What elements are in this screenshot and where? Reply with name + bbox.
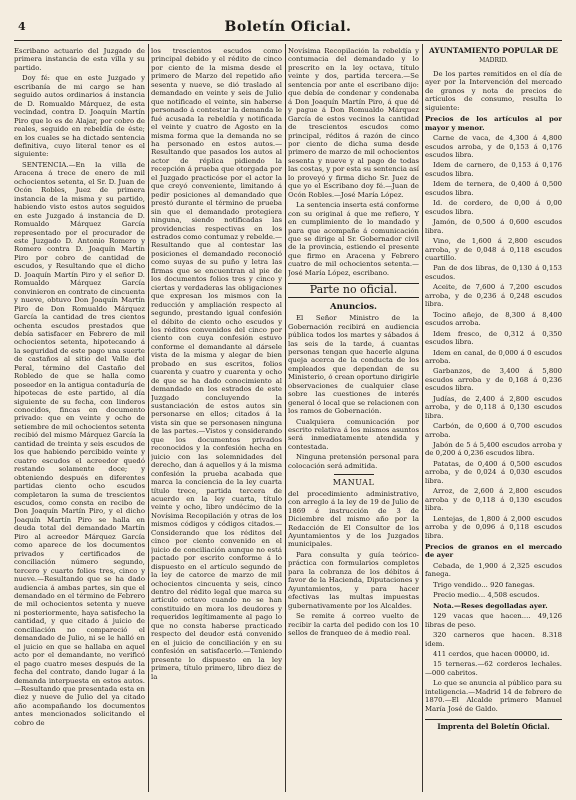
column-divider: [285, 44, 286, 792]
column-divider: [422, 44, 423, 792]
divider: [334, 474, 374, 475]
page-header: [14, 18, 562, 41]
column-3: [288, 47, 419, 791]
prices-heading: Precios de los artículos al por mayor y menor.: [425, 115, 562, 132]
page-number: 4: [18, 20, 26, 33]
grain-prices-heading: Precios de granos en el mercado de ayer: [425, 543, 562, 560]
price-line: Lentejas, de 1,800 á 2,000 escudos arroba y de 0,096 á 0,118 escudos libra.: [425, 514, 562, 540]
column-2: [151, 47, 282, 791]
price-line: Patatas, de 0,400 á 0,500 escudos arroba, y de 0,024 á 0,030 escudos libra.: [425, 459, 562, 485]
price-line: Cebada, de 1,900 á 2,325 escudos fanega.: [425, 561, 562, 579]
price-line: Jamón, de 0,500 á 0,600 escudos libra.: [425, 218, 562, 235]
paragraph: los trescientos escudos como principal debido y el rédito de cinco por ciento de la misma desde el primero de Marzo del repetido año sesenta y nueve, se dió traslado al demandado en veinte y seis de Julio que notificado el veinte, sin haberse personado á contestar la demanda le fué acusada la rebeldía y notificada el veinte y cuatro de Agosto en la misma forma que la demanda no se ha personado en estos autos.—Resultando que pasados los autos al actor de réplica pidiendo la recepción á prueba que otorgada por el Juzgado practicóse por el actor la que creyó conveniente, limitando á pedir posiciones al demandado que prestó durante el término de prueba sin que el demandado protegiera ninguna, siendo notificadas las providencias respectivas en los estrados como contumaz y rebelde.—Resultando que al contestar las posiciones el demandado reconoció como suyas de su puño y letra las firmas que se encuentran al pie de los documentos folios tres y cinco y ciertas y verdaderas las obligaciones que expresan los mismos con la reducción y ampliación respecto al segundo, prestando igual confesión el débito de ciento ocho escudos y los réditos convenidos del cinco por ciento con cuya confesión estuvo conforme el demandante al dársele vista de la misma y alegar de bien probado en sus escritos, folios cuarenta y cuatro y cuarenta y ocho de que se ha dado conocimiento al demandado en los estrados de este Juzgado concluyendo la sustanciación de estos autos sin personarse en ellos; citados á la vista sin que se personasen ninguna de las partes.—Vistos y considerando que los documentos privados reconocidos y la confesión hecha en juicio con las solemnidades del derecho, dan á aquellos y á la misma confesión la prueba acabada que marca la conciencia de la ley cuarta título trece, partida tercera de acuerdo en la ley cuarta, título veinte y ocho, libro undécimo de la Novísima Recopilación y otras de los mismos códigos y códigos citados.—Considerando que los réditos del cinco por ciento convenido en el juicio de conciliación aunque no está pactado por escrito conforme á lo dispuesto en el artículo segundo de la ley de catorce de marzo de mil ochocientos cincuenta y seis, cinco dentro del rédito legal que marca su artículo octavo cuando no se han constituido en mora los deudores y requeridos legítimamente al pago lo que no consta haberse practicado respecto del deudor está convenido en el juicio de conciliación y en su confesión en satisfacerlo.—Teniendo presente lo dispuesto en la ley primera, título primero, libro diez de la: [151, 47, 282, 681]
column-divider: [148, 44, 149, 792]
price-line: Garbanzos, de 3,400 á 5,800 escudos arroba y de 0,168 á 0,236 escudos libra.: [425, 367, 562, 393]
paragraph: SENTENCIA.—En la villa de Aracena á trece de enero de mil ochocientos setenta, el Sr. D. Juan de Ocón Robles, Juez de primera instancia de la misma y su partido, habiendo visto estos autos seguidos en este Juzgado á instancia de D. Romualdo Márquez García representado por el procurador de este Juzgado D. Antonio Romero y Romero contra D. Joaquín Martín Piro por cobro de cantidad de escudos, y Resultando que el dicho D. Joaquín Martín Piro y el señor D. Romualdo Márquez García convinieron en contrato de cincuenta y nueve, obtuvo Don Joaquín Martín Piro de Don Romualdo Márquez García la cantidad de tres cientos ochenta escudos prestados que debía satisfacer en Febrero de mil ochocientos setenta, hipotecando á la seguridad de este pago una suerte de castaños al sitio del Valle del Peral, término del Castaño del Robledo de que se halla como poseedor en la antigua contaduría de hipotecas de este partido, al día siguiente de su fecha, con linderos conocidos, fincas en documento privado: que en veinte y ocho de setiembre de mil ochocientos setenta recibió del mismo Márquez García la cantidad de treinta y seis escudos de los que habiendo percibido veinte y cuatro escudos el acreedor quedó restando solamente doce; y obteniendo después en diferentes partidas ciento ocho escudos completaron la suma de trescientos escudos, como consta en recibo de Don Joaquín Martín Piro, y el dicho Joaquín Martín Piro se halla en deuda total del demandado Martín Piro al acreedor Márquez García como aparece de los documentos privados y certificados de conciliación número segundo, tercero y cuarto folios tres, cinco y nueve.—Resultando que se ha dado audiencia á ambas partes, sin que el demandado en el término de Febrero de mil ochocientos setenta y nueve ni posteriormente, haya satisfecho la cantidad, y que citado á juicio de conciliación no compareció el demandado de Julio, ni se le halló en el juicio en que se hallaba en aquel acto por el demandante, no verificó el pago cuatro meses después de la fecha del contrato, dando lugar á la demanda interpuesta en estos autos.—Resultando que presentada esta en diez y nueve de Julio del ya citado año acompañando los documentos antes mencionados solicitando el cobro de: [14, 160, 145, 727]
price-line: Pan de dos libras, de 0,130 á 0,153 escudos.: [425, 264, 562, 281]
ayuntamiento-heading: AYUNTAMIENTO POPULAR DE: [429, 47, 558, 55]
paragraph: De los partes remitidos en el día de ayer por la Intervención del mercado de granos y nota de precios de artículos de consumo, resulta lo siguiente:: [425, 69, 562, 112]
price-line: 15 terneras.—62 corderos lechales.—000 cabritos.: [425, 660, 562, 677]
paragraph: Se remite á correo vuelto de recibir la carta del pedido con los 10 sellos de franqueo de á medio real.: [288, 612, 419, 637]
anuncios-heading: Anuncios.: [330, 301, 377, 312]
price-line: Carbón, de 0,600 á 0,700 escudos arroba.: [425, 422, 562, 439]
paragraph: del procedimiento administrativo, con arreglo á la ley de 19 de Julio de 1869 é instrucción de 3 de Diciembre del mismo año por la Redacción de El Consultor de los Ayuntamientos y de los Juzgados municipales.: [288, 489, 419, 549]
paragraph: Doy fé: que en este Juzgado y escribanía de mi cargo se han seguido autos ordinarios á instancia de D. Romualdo Márquez, de esta vecindad, contra D. Joaquín Martín Piro que lo es de Alajar, por cobro de reales, seguido en rebeldía de éste; en los cuales se ha dictado sentencia definitiva, cuyo literal tenor es el siguiente:: [14, 74, 145, 159]
paragraph: Escribano actuario del Juzgado de primera instancia de esta villa y su partido.: [14, 47, 145, 72]
price-line: Judías, de 2,400 á 2,800 escudos arroba, y de 0,118 á 0,130 escudos libra.: [425, 394, 562, 420]
price-line: Carne de vaca, de 4,300 á 4,800 escudos arroba, y de 0,153 á 0,176 escudos libra.: [425, 134, 562, 159]
price-line: Trigo vendido... 920 fanegas.: [433, 580, 535, 589]
price-line: Jabón de 5 á 5,400 escudos arroba y de 0,200 á 0,236 escudos libra.: [425, 441, 562, 458]
price-line: 129 vacas que hacen.... 49,126 libras de peso.: [425, 612, 562, 629]
ayuntamiento-subheading: MADRID.: [479, 57, 508, 65]
paragraph: Para consulta y guía teórico-práctica con formularios completos para la cobranza de los débitos á favor de la Hacienda, Diputaciones y Ayuntamientos, y para hacer efectivas las multas impuestas gubernativamente por los Alcaldes.: [288, 550, 419, 610]
section-title: Parte no oficial.: [288, 283, 419, 297]
price-line: Idem en canal, de 0,000 á 0 escudos arroba.: [425, 348, 562, 365]
price-line: Id. de cordero, de 0,00 á 0,00 escudos libra.: [425, 199, 562, 216]
column-1: [14, 47, 145, 791]
price-line: 411 cerdos, que hacen 00000, id.: [433, 650, 550, 658]
paragraph: El Señor Ministro de la Gobernación recibirá en audiencia pública todos los martes y sábados á las seis de la tarde, á cuantas personas tengan que hacerle alguna queja acerca de la conducta de los empleados que dependan de su Ministerio, ó crean oportuno dirigirle observaciones de cualquier clase sobre las cuestiones de interés general ó local que se relacionen con los ramos de Gobernación.: [288, 314, 419, 416]
masthead-title: Boletín Oficial.: [224, 19, 352, 35]
paragraph: Ninguna pretensión personal para colocación será admitida.: [288, 453, 419, 470]
manual-heading: MANUAL: [332, 478, 375, 488]
nota-line: Nota.—Reses degolladas ayer.: [433, 601, 548, 610]
price-line: Idem fresco, de 0,312 á 0,350 escudos libra.: [425, 329, 562, 347]
price-line: Aceite, de 7,600 á 7,200 escudos arroba, y de 0,236 á 0,248 escudos libra.: [425, 283, 562, 309]
price-line: Precio medio... 4,508 escudos.: [433, 591, 540, 600]
price-line: Idem de ternera, de 0,400 á 0,500 escudos libra.: [425, 180, 562, 197]
price-line: Tocino añejo, de 8,300 á 8,400 escudos arroba.: [425, 310, 562, 328]
column-4: [425, 47, 562, 791]
paragraph: Novísima Recopilación la rebeldía y contumacia del demandado y lo prescrito en la ley octava, título veinte y dos, partida tercera.—Se sentencia por ante el escribano dijo: que debía de condenar y condenaba á Don Joaquín Martín Piro, á que dé y pague á Don Romualdo Márquez García de estos vecinos la cantidad de trescientos escudos como principal, réditos á razón de cinco por ciento de dicha suma desde primero de marzo de mil ochocientos sesenta y nueve y al pago de todas las costas, y por esta su sentencia así lo proveyó y firma dicho Sr. Juez de que yo el Escribano doy fé.—Juan de Ocón Robles.—José María López.: [288, 47, 419, 199]
imprint-line: Imprenta del Boletín Oficial.: [425, 719, 562, 731]
price-line: Arroz, de 2,600 á 2,800 escudos arroba y de 0,118 á 0,130 escudos libra.: [425, 487, 562, 513]
price-line: 320 carneros que hacen. 8.318 idem.: [425, 631, 562, 648]
paragraph: Cualquiera comunicación por escrito relativa á los mismos asuntos será inmediatamente atendida y contestada.: [288, 417, 419, 451]
paragraph: La sentencia inserta está conforme con su original á que me refiero, Y en cumplimiento de lo mandado y para que acompañe á comunicación que se dirige al Sr. Gobernador civil de la provincia, estiendo el presente que firmo en Aracena y Febrero cuatro de mil ochocientos setenta.—José María López, escribano.: [288, 201, 419, 277]
price-line: Idem de carnero, de 0,153 á 0,176 escudos libra.: [425, 161, 562, 178]
paragraph: Lo que se anuncia al público para su inteligencia.—Madrid 14 de febrero de 1870.—El Alcalde primero Manuel María José de Galdo.: [425, 679, 562, 713]
price-line: Vino, de 1,600 á 2,800 escudos arroba, y de 0,048 á 0,118 escudos cuartillo.: [425, 237, 562, 262]
